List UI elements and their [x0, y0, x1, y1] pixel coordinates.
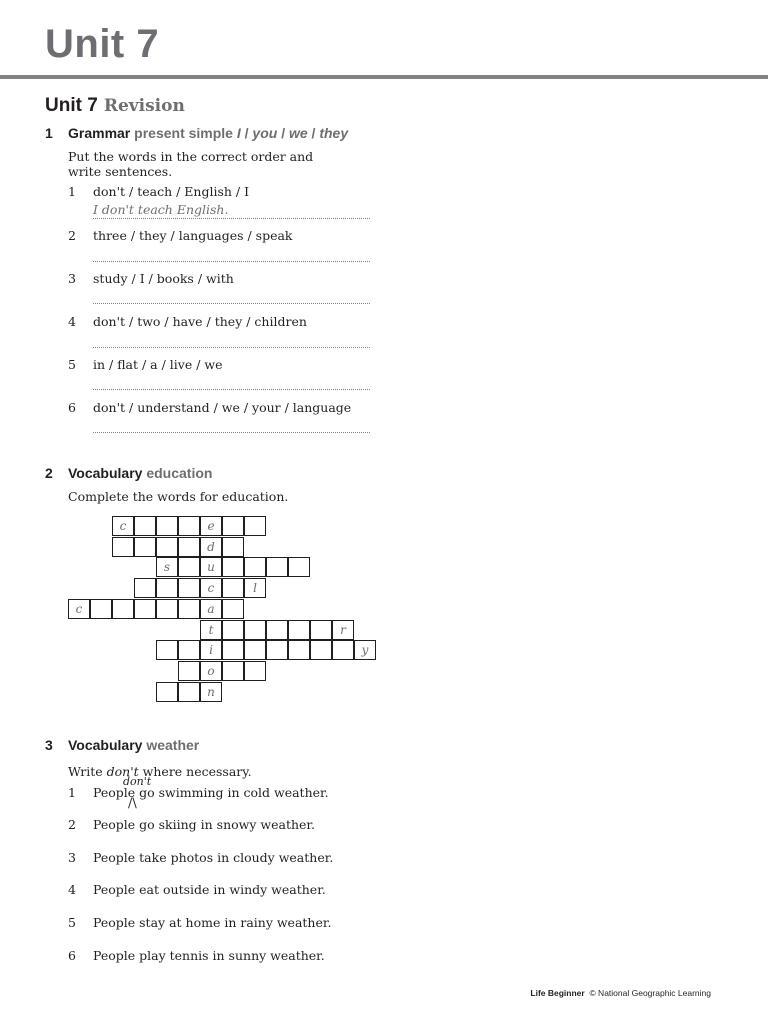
crossword-cell[interactable] — [288, 640, 310, 660]
crossword-cell[interactable] — [222, 557, 244, 577]
ex3-item: 3 People take photos in cloudy weather. — [68, 850, 334, 865]
exercise-2-number: 2 — [45, 465, 53, 481]
crossword-cell[interactable] — [288, 557, 310, 577]
crossword-cell[interactable] — [200, 661, 222, 681]
footer-title: Life Beginner — [530, 988, 585, 998]
crossword-given-letter: t — [208, 623, 214, 637]
crossword-cell[interactable] — [310, 640, 332, 660]
crossword-cell[interactable] — [178, 578, 200, 598]
crossword-cell[interactable] — [178, 537, 200, 557]
crossword-cell[interactable] — [156, 557, 178, 577]
crossword-cell[interactable] — [200, 640, 222, 660]
ex1-item: 2 three / they / languages / speak — [68, 228, 293, 243]
exercise-2-category: Vocabulary — [68, 465, 143, 481]
crossword-cell[interactable] — [222, 640, 244, 660]
crossword-cell[interactable] — [112, 599, 134, 619]
crossword-cell[interactable] — [244, 640, 266, 660]
example-insert-word: don't — [123, 775, 152, 788]
crossword-cell[interactable] — [90, 599, 112, 619]
footer-copyright: © National Geographic Learning — [589, 988, 711, 998]
crossword-cell[interactable] — [200, 578, 222, 598]
crossword-given-letter: n — [207, 685, 215, 699]
crossword-given-letter: i — [209, 643, 213, 657]
crossword-cell[interactable] — [200, 620, 222, 640]
exercise-2-heading — [45, 465, 212, 481]
ex1-item: 5 in / flat / a / live / we — [68, 357, 223, 372]
crossword-cell[interactable] — [244, 516, 266, 536]
crossword-cell[interactable] — [134, 578, 156, 598]
ex1-answer-line[interactable] — [93, 347, 370, 348]
ex3-item: 1 People go swimming in cold weather. — [68, 785, 329, 800]
crossword-cell[interactable] — [156, 537, 178, 557]
ex1-item: 3 study / I / books / with — [68, 271, 234, 286]
crossword-cell[interactable] — [134, 537, 156, 557]
crossword-cell[interactable] — [354, 640, 376, 660]
crossword-cell[interactable] — [156, 578, 178, 598]
ex1-item: 4 don't / two / have / they / children — [68, 314, 307, 329]
ex1-item-1-answer: I don't teach English. — [93, 202, 229, 217]
crossword-given-letter: l — [253, 581, 257, 595]
section-unit: Unit 7 — [45, 95, 98, 116]
crossword-cell[interactable] — [222, 661, 244, 681]
crossword-given-letter: a — [207, 602, 215, 616]
section-label: Revision — [103, 96, 185, 116]
exercise-1-category: Grammar — [68, 125, 131, 141]
ex3-item: 4 People eat outside in windy weather. — [68, 882, 326, 897]
crossword-given-letter: s — [163, 560, 171, 574]
unit-banner: Unit 7 — [45, 22, 160, 66]
crossword-cell[interactable] — [288, 620, 310, 640]
exercise-3-instruction: Write don't where necessary. — [68, 764, 252, 779]
crossword-cell[interactable] — [222, 537, 244, 557]
section-title — [45, 94, 185, 117]
crossword-given-letter: e — [207, 519, 215, 533]
exercise-1-number: 1 — [45, 125, 53, 141]
crossword-cell[interactable] — [310, 620, 332, 640]
crossword-cell[interactable] — [222, 620, 244, 640]
crossword-cell[interactable] — [134, 516, 156, 536]
ex1-answer-line[interactable] — [93, 218, 370, 219]
crossword-cell[interactable] — [222, 599, 244, 619]
crossword-cell[interactable] — [244, 557, 266, 577]
ex1-answer-line[interactable] — [93, 303, 370, 304]
exercise-2-topic: education — [146, 465, 213, 481]
crossword-given-letter: c — [75, 602, 83, 616]
crossword-cell[interactable] — [200, 599, 222, 619]
crossword-given-letter: y — [361, 643, 369, 657]
crossword-cell[interactable] — [68, 599, 90, 619]
ex1-item: 1 don't / teach / English / I — [68, 184, 250, 199]
crossword-cell[interactable] — [134, 599, 156, 619]
exercise-3-number: 3 — [45, 737, 53, 753]
ex3-item: 2 People go skiing in snowy weather. — [68, 817, 315, 832]
crossword-cell[interactable] — [112, 537, 134, 557]
crossword-cell[interactable] — [222, 516, 244, 536]
exercise-3-category: Vocabulary — [68, 737, 143, 753]
crossword-cell[interactable] — [244, 661, 266, 681]
crossword-cell[interactable] — [156, 599, 178, 619]
crossword-cell[interactable] — [112, 516, 134, 536]
crossword-given-letter: r — [340, 623, 346, 637]
crossword-cell[interactable] — [178, 661, 200, 681]
crossword-cell[interactable] — [200, 557, 222, 577]
crossword-cell[interactable] — [178, 682, 200, 702]
ex1-answer-line[interactable] — [93, 432, 370, 433]
crossword-cell[interactable] — [244, 578, 266, 598]
ex1-answer-line[interactable] — [93, 261, 370, 262]
crossword-cell[interactable] — [222, 578, 244, 598]
crossword-cell[interactable] — [200, 682, 222, 702]
ex3-item: 5 People stay at home in rainy weather. — [68, 915, 332, 930]
crossword-given-letter: c — [119, 519, 127, 533]
exercise-1-instruction: Put the words in the correct order and write sentences. — [68, 149, 314, 179]
crossword-given-letter: o — [207, 664, 215, 678]
ex3-item: 6 People play tennis in sunny weather. — [68, 948, 325, 963]
crossword-given-letter: d — [207, 540, 215, 554]
ex1-item: 6 don't / understand / we / your / language — [68, 400, 352, 415]
header-rule — [0, 75, 768, 79]
ex1-answer-line[interactable] — [93, 389, 370, 390]
crossword-cell[interactable] — [178, 516, 200, 536]
crossword-given-letter: c — [207, 581, 215, 595]
exercise-2-instruction: Complete the words for education. — [68, 489, 289, 504]
exercise-1-heading — [45, 125, 348, 141]
crossword-cell[interactable] — [156, 682, 178, 702]
crossword-cell[interactable] — [156, 516, 178, 536]
crossword-cell[interactable] — [200, 516, 222, 536]
crossword-cell[interactable] — [200, 537, 222, 557]
insert-caret-icon: /\ — [128, 796, 137, 811]
footer — [530, 988, 711, 998]
crossword-cell[interactable] — [332, 640, 354, 660]
crossword-cell[interactable] — [178, 557, 200, 577]
crossword-cell[interactable] — [244, 620, 266, 640]
exercise-3-heading — [45, 737, 199, 753]
crossword-cell[interactable] — [178, 599, 200, 619]
crossword-cell[interactable] — [266, 640, 288, 660]
exercise-3-topic: weather — [146, 737, 200, 753]
crossword-cell[interactable] — [266, 620, 288, 640]
crossword-cell[interactable] — [332, 620, 354, 640]
exercise-1-topic: present simple I / you / we / they — [134, 125, 349, 141]
crossword-given-letter: u — [207, 560, 215, 574]
crossword-cell[interactable] — [266, 557, 288, 577]
crossword-cell[interactable] — [178, 640, 200, 660]
crossword-cell[interactable] — [156, 640, 178, 660]
